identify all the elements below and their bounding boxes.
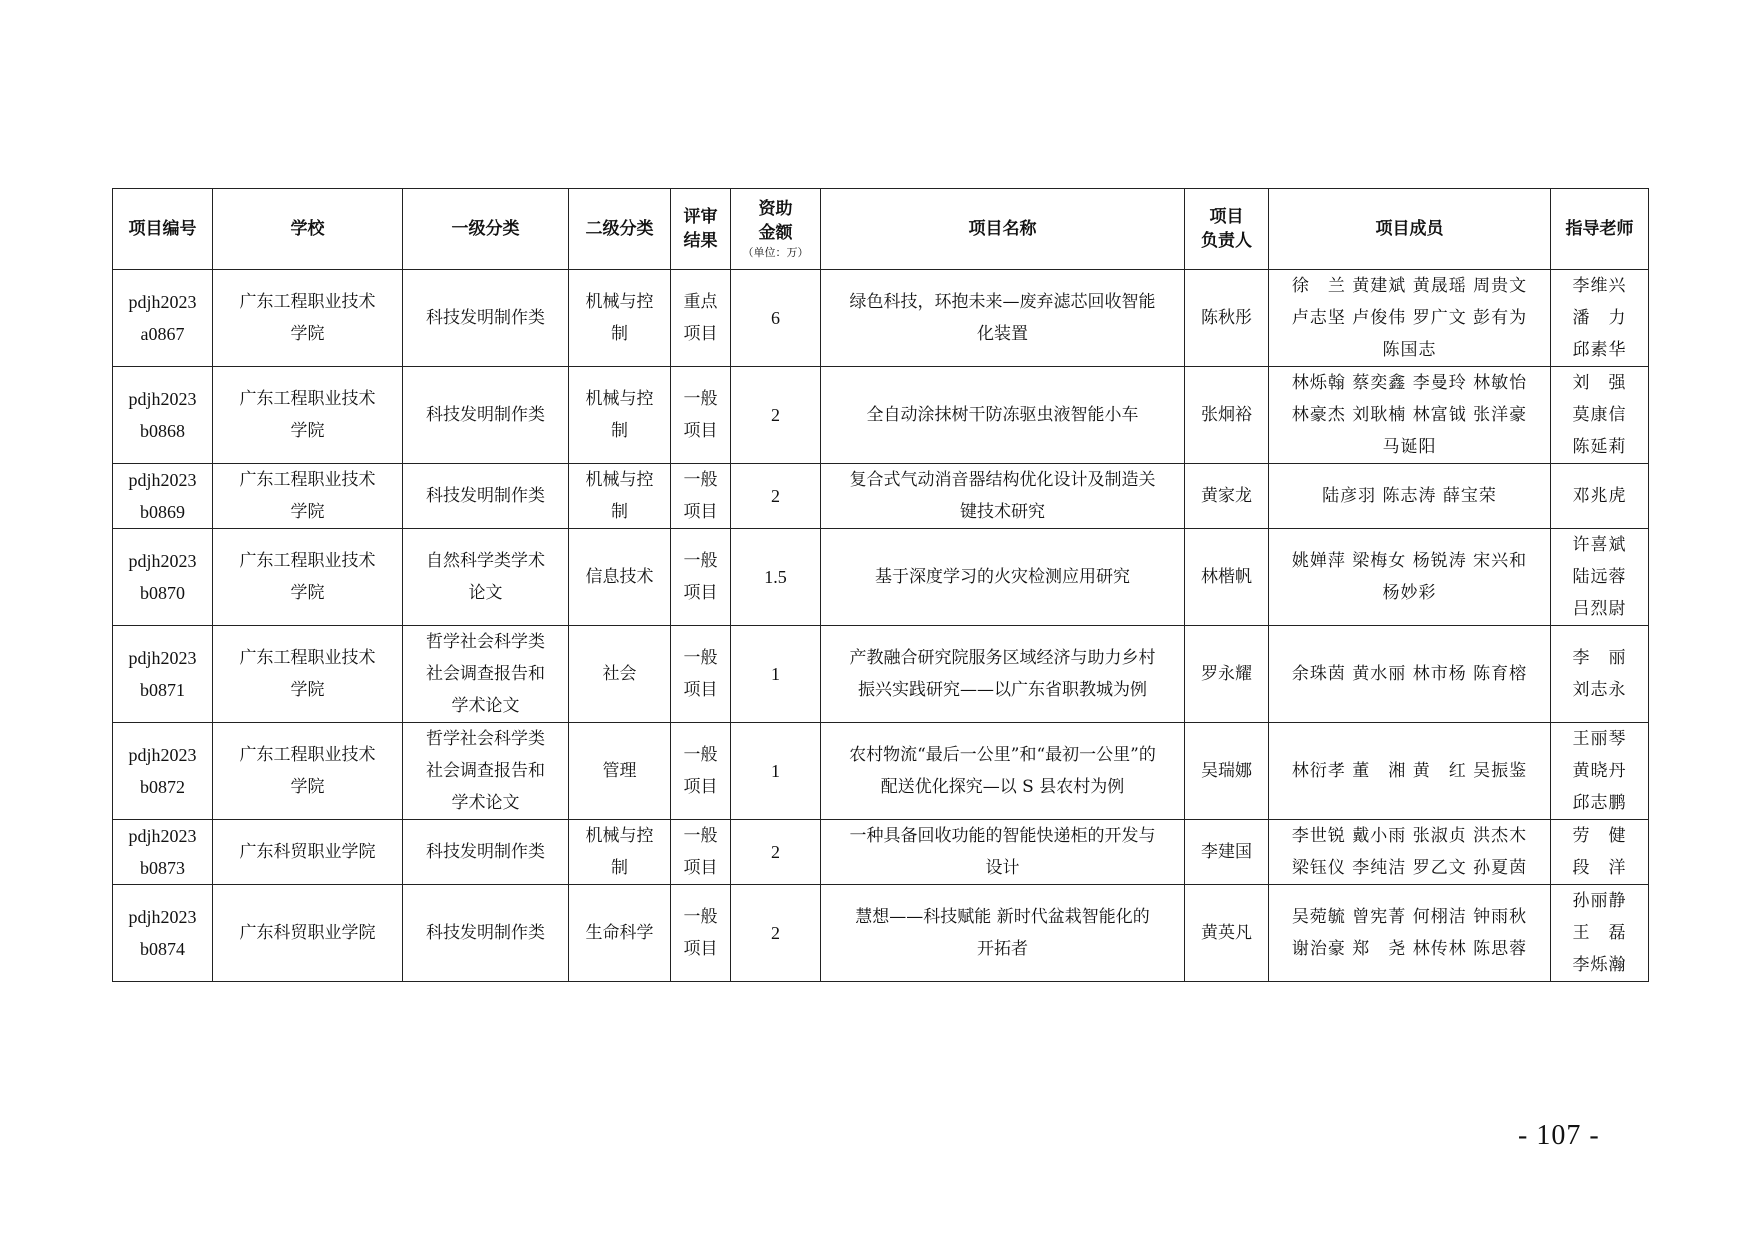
table-row	[113, 367, 1649, 464]
cell-project-name: 一种具备回收功能的智能快递柜的开发与 设计	[821, 820, 1185, 885]
table-row	[113, 270, 1649, 367]
cell-project-id: pdjh2023 b0872	[113, 723, 213, 820]
cell-project-id: pdjh2023 b0874	[113, 885, 213, 982]
cell-category-2: 管理	[569, 723, 671, 820]
cell-project-id: pdjh2023 b0868	[113, 367, 213, 464]
cell-project-name: 绿色科技，环抱未来—废弃滤芯回收智能 化装置	[821, 270, 1185, 367]
cell-advisors: 王丽琴 黄晓丹 邱志鹏	[1551, 723, 1649, 820]
cell-leader: 陈秋彤	[1185, 270, 1269, 367]
cell-project-name: 慧想——科技赋能 新时代盆栽智能化的 开拓者	[821, 885, 1185, 982]
table-row	[113, 626, 1649, 723]
cell-school: 广东科贸职业学院	[213, 820, 403, 885]
cell-project-name: 基于深度学习的火灾检测应用研究	[821, 529, 1185, 626]
cell-advisors: 许喜斌 陆远蓉 吕烈尉	[1551, 529, 1649, 626]
cell-school: 广东工程职业技术 学院	[213, 464, 403, 529]
cell-project-name: 产教融合研究院服务区域经济与助力乡村 振兴实践研究——以广东省职教城为例	[821, 626, 1185, 723]
cell-project-id: pdjh2023 b0873	[113, 820, 213, 885]
cell-category-1: 哲学社会科学类 社会调查报告和 学术论文	[403, 626, 569, 723]
cell-review-result: 重点 项目	[671, 270, 731, 367]
cell-members: 林衍孝 董 湘 黄 红 吴振鉴	[1269, 723, 1551, 820]
header-funding-label: 资助 金额	[758, 199, 793, 243]
cell-funding: 2	[731, 464, 821, 529]
cell-members: 姚婵萍 梁梅女 杨锐涛 宋兴和 杨妙彩	[1269, 529, 1551, 626]
cell-review-result: 一般 项目	[671, 367, 731, 464]
cell-project-id: pdjh2023 b0869	[113, 464, 213, 529]
cell-category-2: 机械与控 制	[569, 367, 671, 464]
cell-leader: 黄家龙	[1185, 464, 1269, 529]
cell-advisors: 李维兴 潘 力 邱素华	[1551, 270, 1649, 367]
cell-advisors: 刘 强 莫康信 陈延莉	[1551, 367, 1649, 464]
header-advisors: 指导老师	[1551, 189, 1649, 270]
cell-members: 陆彦羽 陈志涛 薛宝荣	[1269, 464, 1551, 529]
header-funding	[731, 189, 821, 270]
cell-members: 吴菀毓 曾宪菁 何栩洁 钟雨秋 谢治豪 郑 尧 林传林 陈思蓉	[1269, 885, 1551, 982]
cell-funding: 1.5	[731, 529, 821, 626]
cell-category-1: 科技发明制作类	[403, 820, 569, 885]
cell-project-id: pdjh2023 b0871	[113, 626, 213, 723]
header-funding-unit: （单位：万）	[742, 246, 809, 259]
cell-category-2: 机械与控 制	[569, 820, 671, 885]
cell-leader: 李建国	[1185, 820, 1269, 885]
cell-members: 林烁翰 蔡奕鑫 李曼玲 林敏怡 林豪杰 刘耿楠 林富钺 张洋豪 马诞阳	[1269, 367, 1551, 464]
cell-funding: 2	[731, 820, 821, 885]
projects-table	[112, 188, 1649, 982]
header-project-id: 项目编号	[113, 189, 213, 270]
page-number: - 107 -	[1518, 1120, 1600, 1151]
header-school: 学校	[213, 189, 403, 270]
cell-project-id: pdjh2023 a0867	[113, 270, 213, 367]
cell-category-1: 科技发明制作类	[403, 464, 569, 529]
cell-funding: 2	[731, 367, 821, 464]
cell-members: 徐 兰 黄建斌 黄晟瑶 周贵文 卢志坚 卢俊伟 罗广文 彭有为 陈国志	[1269, 270, 1551, 367]
table-row	[113, 464, 1649, 529]
cell-funding: 1	[731, 626, 821, 723]
table-row	[113, 723, 1649, 820]
cell-category-2: 生命科学	[569, 885, 671, 982]
cell-advisors: 孙丽静 王 磊 李烁瀚	[1551, 885, 1649, 982]
cell-category-1: 科技发明制作类	[403, 270, 569, 367]
cell-category-1: 科技发明制作类	[403, 367, 569, 464]
header-review-result: 评审 结果	[671, 189, 731, 270]
cell-leader: 林楷帆	[1185, 529, 1269, 626]
cell-advisors: 李 丽 刘志永	[1551, 626, 1649, 723]
cell-review-result: 一般 项目	[671, 464, 731, 529]
cell-school: 广东科贸职业学院	[213, 885, 403, 982]
cell-advisors: 邓兆虎	[1551, 464, 1649, 529]
cell-category-1: 哲学社会科学类 社会调查报告和 学术论文	[403, 723, 569, 820]
header-category-1: 一级分类	[403, 189, 569, 270]
cell-school: 广东工程职业技术 学院	[213, 270, 403, 367]
table-row	[113, 529, 1649, 626]
cell-funding: 2	[731, 885, 821, 982]
cell-category-2: 机械与控 制	[569, 464, 671, 529]
cell-project-name: 农村物流“最后一公里”和“最初一公里”的 配送优化探究—以 S 县农村为例	[821, 723, 1185, 820]
header-project-name: 项目名称	[821, 189, 1185, 270]
cell-members: 余珠茵 黄水丽 林市杨 陈育榕	[1269, 626, 1551, 723]
table-row	[113, 885, 1649, 982]
cell-category-2: 机械与控 制	[569, 270, 671, 367]
cell-category-1: 科技发明制作类	[403, 885, 569, 982]
cell-leader: 张炯裕	[1185, 367, 1269, 464]
cell-school: 广东工程职业技术 学院	[213, 529, 403, 626]
projects-table-container	[112, 188, 1648, 982]
cell-review-result: 一般 项目	[671, 626, 731, 723]
cell-review-result: 一般 项目	[671, 820, 731, 885]
cell-members: 李世锐 戴小雨 张淑贞 洪杰木 梁钰仪 李纯洁 罗乙文 孙夏茵	[1269, 820, 1551, 885]
cell-leader: 吴瑞娜	[1185, 723, 1269, 820]
cell-school: 广东工程职业技术 学院	[213, 626, 403, 723]
cell-school: 广东工程职业技术 学院	[213, 723, 403, 820]
cell-review-result: 一般 项目	[671, 723, 731, 820]
cell-leader: 黄英凡	[1185, 885, 1269, 982]
header-category-2: 二级分类	[569, 189, 671, 270]
cell-project-name: 全自动涂抹树干防冻驱虫液智能小车	[821, 367, 1185, 464]
cell-review-result: 一般 项目	[671, 885, 731, 982]
cell-category-1: 自然科学类学术 论文	[403, 529, 569, 626]
cell-school: 广东工程职业技术 学院	[213, 367, 403, 464]
table-row	[113, 820, 1649, 885]
cell-category-2: 社会	[569, 626, 671, 723]
header-leader: 项目 负责人	[1185, 189, 1269, 270]
cell-category-2: 信息技术	[569, 529, 671, 626]
cell-funding: 6	[731, 270, 821, 367]
cell-review-result: 一般 项目	[671, 529, 731, 626]
cell-project-id: pdjh2023 b0870	[113, 529, 213, 626]
cell-funding: 1	[731, 723, 821, 820]
cell-advisors: 劳 健 段 洋	[1551, 820, 1649, 885]
cell-project-name: 复合式气动消音器结构优化设计及制造关 键技术研究	[821, 464, 1185, 529]
header-members: 项目成员	[1269, 189, 1551, 270]
table-header-row	[113, 189, 1649, 270]
cell-leader: 罗永耀	[1185, 626, 1269, 723]
